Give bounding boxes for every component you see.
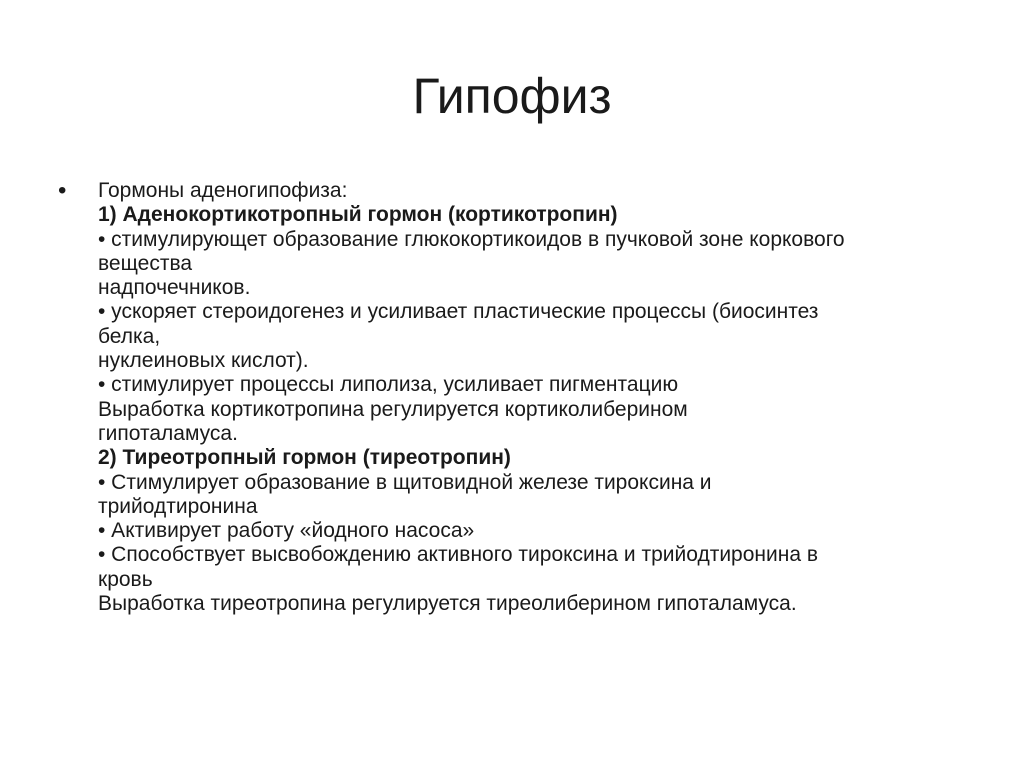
text-line: вещества <box>98 251 193 275</box>
section-heading: 1) Аденокортикотропный гормон (кортикотропин) <box>98 203 618 227</box>
text-line: • ускоряет стероидогенез и усиливает пластические процессы (биосинтез <box>98 300 819 324</box>
section-heading: 2) Тиреотропный гормон (тиреотропин) <box>98 446 511 470</box>
text-line: • Стимулирует образование в щитовидной железе тироксина и <box>98 470 712 494</box>
text-line: трийодтиронина <box>98 494 258 518</box>
text-line: Выработка тиреотропина регулируется тиреолиберином гипоталамуса. <box>98 592 797 616</box>
text-line: • стимулирующет образование глюкокортикоидов в пучковой зоне коркового <box>98 227 845 251</box>
text-line: надпочечников. <box>98 276 251 300</box>
text-line: кровь <box>98 567 153 591</box>
text-line: гипоталамуса. <box>98 421 238 445</box>
text-line: • Способствует высвобождению активного тироксина и трийодтиронина в <box>98 543 818 567</box>
text-line: • Активирует работу «йодного насоса» <box>98 519 475 543</box>
text-line: Гормоны аденогипофиза: <box>98 179 348 202</box>
bullet-text <box>98 179 938 616</box>
bullet-dot-icon: • <box>58 177 67 204</box>
text-line: • стимулирует процессы липолиза, усиливает пигментацию <box>98 373 679 397</box>
text-line: белка, <box>98 324 161 348</box>
slide-title: Гипофиз <box>412 68 612 124</box>
text-line: Выработка кортикотропина регулируется кортиколиберином <box>98 397 688 421</box>
text-line: нуклеиновых кислот). <box>98 349 309 373</box>
